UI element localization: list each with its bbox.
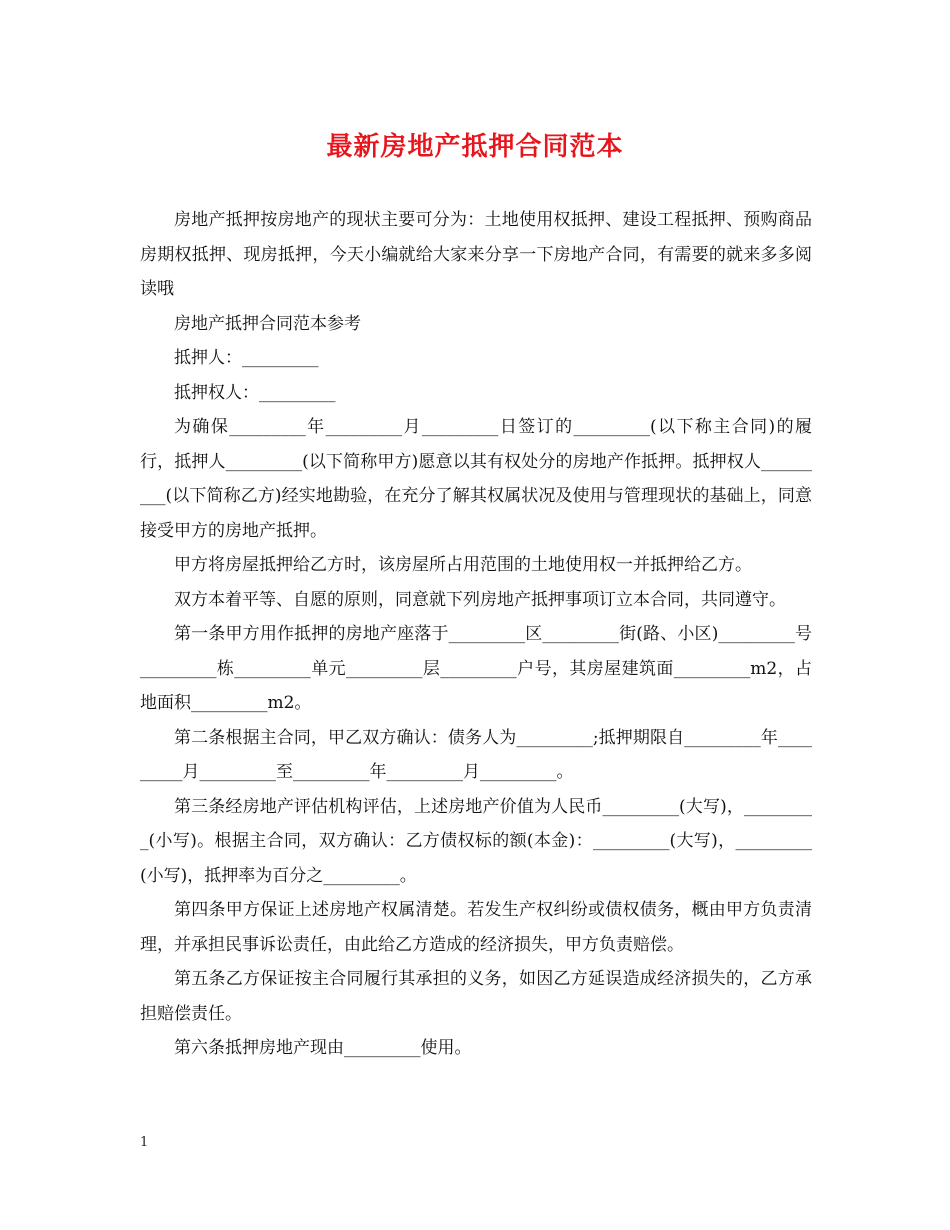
article-5: 第五条乙方保证按主合同履行其承担的义务，如因乙方延误造成经济损失的，乙方承担赔偿责任。: [140, 969, 812, 1024]
reference-heading: 房地产抵押合同范本参考: [174, 313, 361, 334]
preamble-paragraph: 为确保_________年_________月_________日签订的_________(以下称主合同)的履行，抵押人_________(以下简称甲方)愿意以其有权处分的房地产作抵押。抵押权人_________(以下简称乙方)经实地勘验，在充分了解其权属状况及使用与管理现状的基础上，同意接受甲方的房地产抵押。: [140, 417, 812, 541]
document-body: [140, 203, 812, 1066]
land-use-paragraph: 甲方将房屋抵押给乙方时，该房屋所占用范围的土地使用权一并抵押给乙方。: [174, 555, 752, 575]
article-1: 第一条甲方用作抵押的房地产座落于_________区_________街(路、小区)_________号_________栋_________单元_________层_________户号，其房屋建筑面_________m2，占地面积_________m2。: [140, 624, 812, 713]
document-title: 最新房地产抵押合同范本: [326, 132, 624, 162]
page-number: 1: [140, 1135, 149, 1150]
article-3: 第三条经房地产评估机构评估，上述房地产价值为人民币_________(大写)，_________(小写)。根据主合同，双方确认：乙方债权标的额(本金)：_________(大写)，_________(小写)，抵押率为百分之_________。: [140, 796, 812, 886]
intro-paragraph: 房地产抵押按房地产的现状主要可分为：土地使用权抵押、建设工程抵押、预购商品房期权抵押、现房抵押，今天小编就给大家来分享一下房地产合同，有需要的就来多多阅读哦: [140, 210, 812, 299]
article-4: 第四条甲方保证上述房地产权属清楚。若发生产权纠纷或债权债务，概由甲方负责清理，并承担民事诉讼责任，由此给乙方造成的经济损失，甲方负责赔偿。: [140, 900, 812, 955]
principle-paragraph: 双方本着平等、自愿的原则，同意就下列房地产抵押事项订立本合同，共同遵守。: [174, 589, 786, 610]
mortgagor-line: 抵押人：_________: [174, 348, 319, 368]
article-2: 第二条根据主合同，甲乙双方确认：债务人为_________;抵押期限自_________年_________月_________至_________年_________月_________。: [140, 727, 812, 782]
article-6: 第六条抵押房地产现由_________使用。: [174, 1038, 472, 1058]
mortgagee-line: 抵押权人：_________: [174, 382, 336, 403]
